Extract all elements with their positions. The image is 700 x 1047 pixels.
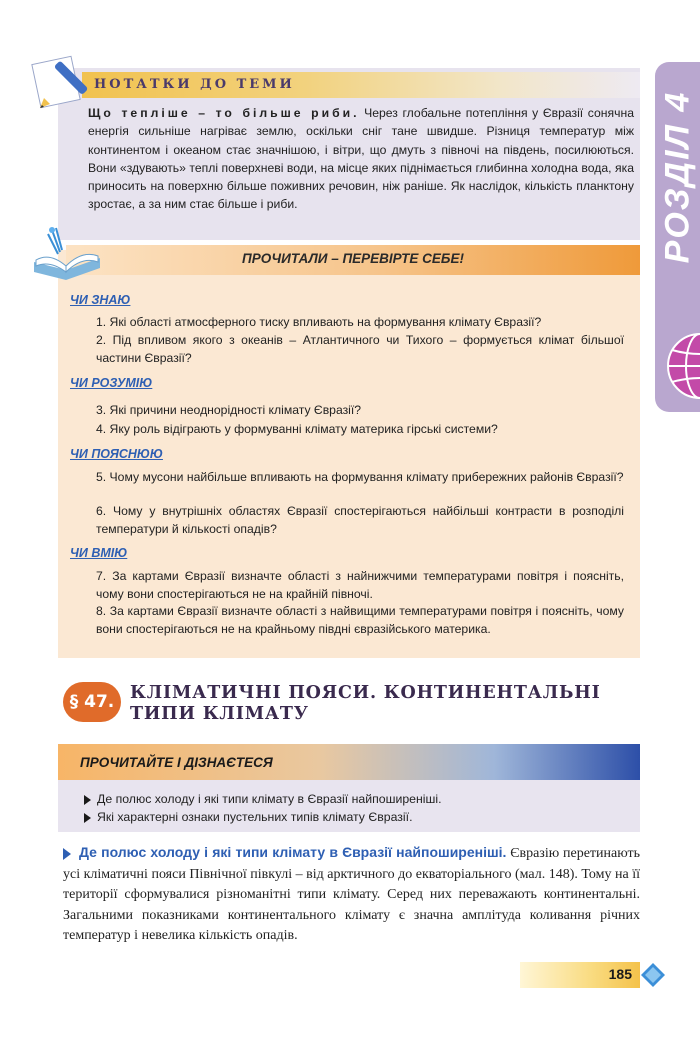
pen-icon [30, 52, 90, 114]
notes-body: Через глобальне потепління у Євразії сонячна енергія сильніше нагріває землю, оскільки сніг тане швидше. Різниця температур між континентом і океаном стає значнішою, і вітри, що дмуть з півночі на південь, посилюються. Вони «здувають» теплі поверхневі води, на місце яких піднімається глибинна холодна вода, яка приносить на поверхню більше поживних речовин, ніж раніше. Як наслідок, кількість планктону зростає, а за ним стає більше і риби. [88, 106, 634, 212]
question-4: 4. Яку роль відіграють у формуванні клімату материка гірські системи? [96, 422, 498, 436]
category-understand: ЧИ РОЗУМІЮ [70, 376, 153, 390]
bullet-icon [84, 813, 91, 823]
bullet-icon [84, 795, 91, 805]
body-paragraph [63, 842, 640, 947]
question-7: 7. За картами Євразії визначте області з найнижчими температурами повітря і поясніть, чому вони спостерігаються не на крайній півночі. [96, 569, 624, 601]
chapter-label: РОЗДІЛ 4 [658, 90, 697, 264]
learn-title: ПРОЧИТАЙТЕ І ДІЗНАЄТЕСЯ [80, 755, 273, 770]
notes-title: НОТАТКИ ДО ТЕМИ [94, 77, 295, 92]
notes-lead: Що тепліше – то більше риби. [88, 106, 360, 120]
paragraph-marker-icon [63, 848, 71, 860]
body-lead: Де полюс холоду і які типи клімату в Євразії найпоширеніші. [79, 844, 507, 860]
category-know: ЧИ ЗНАЮ [70, 293, 131, 307]
section-title: КЛІМАТИЧНІ ПОЯСИ. КОНТИНЕНТАЛЬНІ ТИПИ КЛІМАТУ [130, 683, 601, 724]
question-2: 2. Під впливом якого з океанів – Атлантичного чи Тихого – формується клімат більшої частини Євразії? [96, 333, 624, 365]
category-explain: ЧИ ПОЯСНЮЮ [70, 447, 163, 461]
question-8: 8. За картами Євразії визначте області з найвищими температурами повітря і поясніть, чому вони спостерігаються не на крайньому півдні євразійського материка. [96, 604, 624, 636]
question-3: 3. Які причини неоднорідності клімату Євразії? [96, 403, 362, 417]
notes-text [88, 104, 634, 214]
page-number: 185 [608, 966, 632, 982]
category-can: ЧИ ВМІЮ [70, 546, 128, 560]
learn-item: Які характерні ознаки пустельних типів клімату Євразії. [84, 810, 413, 824]
question-1: 1. Які області атмосферного тиску впливають на формування клімату Євразії? [96, 315, 542, 329]
body-text: Євразію перетинають усі кліматичні пояси Північної півкулі – від арктичного до екваторіального (мал. 148). Тому на її території сформувалися різноманітні типи клімату. Серед них переважають континентальні. Загальними показниками континентального клімату є значна амплітуда коливання річних температур і невелика кількість опадів. [63, 846, 640, 944]
learn-panel [58, 780, 640, 832]
self-check-title: ПРОЧИТАЛИ – ПЕРЕВІРТЕ СЕБЕ! [242, 251, 464, 266]
learn-item: Де полюс холоду і які типи клімату в Євразії найпоширеніші. [84, 792, 442, 806]
question-5: 5. Чому мусони найбільше впливають на формування клімату прибережних районів Євразії? [96, 470, 624, 484]
globe-icon [660, 326, 700, 406]
section-number-badge: § 47. [63, 682, 121, 722]
diamond-icon [640, 962, 666, 988]
question-6: 6. Чому у внутрішніх областях Євразії спостерігаються найбільші контрасти в розподілі температури й кількості опадів? [96, 504, 624, 536]
